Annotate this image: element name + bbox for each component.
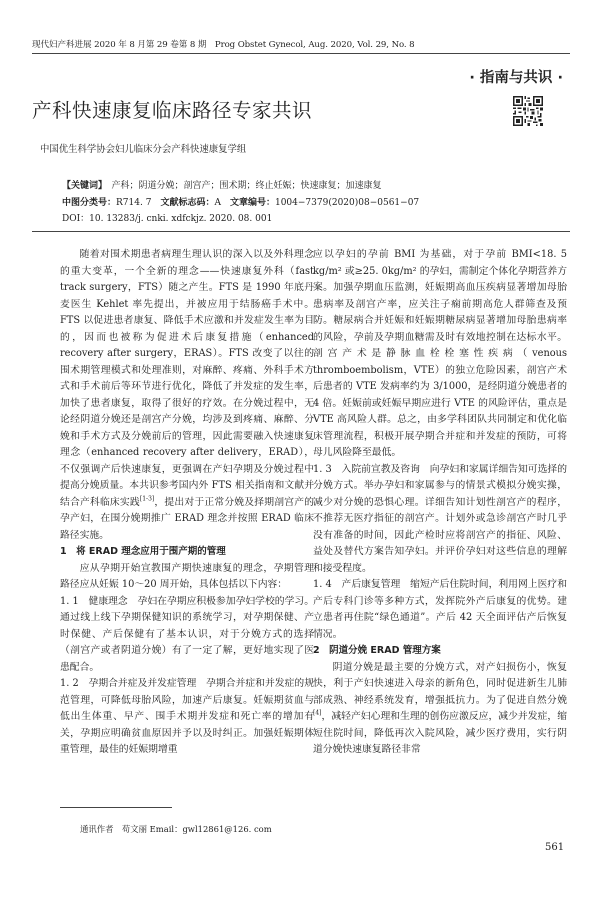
- section-tag: · 指南与共识 ·: [469, 70, 563, 86]
- paragraph-text: 1. 1 健康理念 孕妇在孕期应积极参加孕妇学校的学习。通过线上线下孕期保健知识的系统学习，对孕期保健、产时保健、产后保健有了基本认识，对于分娩方式的选择（剖宫产或者阴道分娩）有了一定了解，更好地实现了医患配合。: [60, 595, 314, 673]
- paragraph: [313, 577, 567, 643]
- clc-label: 中图分类号：: [62, 198, 117, 208]
- paragraph-text: ，提出对于正常分娩及择期剖宫产的孕产妇，在围分娩期推广 ERAD 理念并按照 ERAD 临床路径实施。: [60, 496, 315, 541]
- article-no-value: 1004−7379(2020)08−0561−07: [274, 198, 420, 208]
- section-heading: [313, 643, 567, 660]
- keywords-label: 【关键词】: [62, 181, 103, 191]
- paragraph-text: 随着对围术期患者病理生理认识的深入以及外科理念的重大变革，一个全新的理念——快速康复外科（fast track surgery，FTS）随之产生。FTS 是 1990 年底丹麦医生 Kehlet 率先提出，并被应用于结肠癌手术中。FTS 以促进患者康复、降低手术应激和并发症发生率为目的，因而也被称为促进术后康复措施（enhanced recovery after surgery，ERAS）。FTS 改变了以往的围术期管理模式和处理准则，对麻醉、疼痛、外科手术方式和手术前后等环节进行优化，降低了并发症的发生率，加快了患者康复，取得了很好的疗效。在分娩过程中，无论经阴道分娩还是剖宫产分娩，均涉及到疼痛、麻醉、分娩和手术方式及分娩前后的管理，因此需要融入快速康复理念（enhanced recovery after delivery，ERAD），不仅强调产后快速康复，更强调在产妇孕期及分娩过程中提高分娩质量。本共识参考国内外 FTS 相关指南和文献并结合产科临床实践: [60, 249, 314, 508]
- paragraph: [60, 247, 314, 544]
- clc-value: R714. 7: [116, 198, 152, 208]
- paragraph: [313, 660, 567, 759]
- qr-code-icon: [513, 96, 543, 126]
- paragraph-text: 1. 2 孕期合并症及并发症管理 孕期合并症和并发症的规范管理，可降低母胎风险，加速产后康复。妊娠期贫血与低出生体重、早产、围手术期并发症和死亡率的增加有关，孕期应明确贫血原因并予以及时纠正。加强妊娠期体重管理，最佳的妊娠期增重: [60, 678, 314, 756]
- classification-line: [62, 195, 419, 208]
- doc-code-label: 文献标志码：: [160, 198, 215, 208]
- citation: [4]: [313, 710, 322, 718]
- paragraph-text: 应从孕期开始宣教围产期快速康复的理念，孕期管理路径应从妊娠 10～20 周开始，具体包括以下内容：: [60, 562, 314, 591]
- paragraph: [60, 594, 314, 677]
- header-rule: [32, 53, 570, 54]
- keywords-line: [62, 178, 382, 191]
- paragraph-text: 应以孕妇的孕前 BMI 为基础，对于孕前 BMI<18. 5 kg/m² 或≥25. 0kg/m² 的孕妇，需制定个体化孕期营养方案。加强孕期血压监测，妊娠期高血压疾病显著增加母胎患病率及剖宫产率，应关注子痫前期高危人群筛查及预防。糖尿病合并妊娠和妊娠期糖尿病显著增加母胎患病率的风险，孕前及孕期血糖需及时有效地控制在达标水平。剖宫产术是静脉血栓栓塞性疾病（venous thromboembolism，VTE）的独立危险因素，剖宫产术后患者的 VTE 发病率约为 3/1000，是经阴道分娩患者的 4 倍。妊娠前或妊娠早期应进行 VTE 的风险评估，重点是 VTE 高风险人群。总之，由多学科团队共同制定和优化临床管理流程，积极开展孕期合并症和并发症的预防，可将母儿风险降至最低。: [313, 249, 567, 459]
- citation: [1-3]: [139, 495, 155, 503]
- doi-value: 10. 13283/j. cnki. xdfckjz. 2020. 08. 001: [89, 214, 273, 224]
- page-number: 561: [545, 842, 565, 853]
- paragraph-text: 1. 4 产后康复管理 缩短产后住院时间，利用网上医疗和产后专科门诊等多种方式，发挥院外产后康复的优势。建立患者再住院“绿色通道”。产后 42 天全面评估产后恢复情况。: [313, 579, 567, 640]
- paragraph: [60, 561, 314, 594]
- authors: 中国优生科学协会妇儿临床分会产科快速康复学组: [40, 144, 247, 155]
- doc-code-value: A: [214, 198, 221, 208]
- footnote-rule: [60, 807, 172, 808]
- paragraph-text: 阴道分娩是最主要的分娩方式，对产妇损伤小，恢复快，利于产妇快速进入母亲的新角色，同时促进新生儿肺部成熟、神经系统发育，增强抵抗力。为了促进自然分娩: [313, 661, 567, 706]
- meta-rule: [32, 231, 570, 232]
- corresponding-author-footnote: 通讯作者 苟文丽 Email：gwl12861@126. com: [80, 824, 272, 834]
- section-heading: [60, 544, 314, 561]
- paragraph-text: 1 将 ERAD 理念应用于围产期的管理: [60, 546, 226, 558]
- paragraph-text: ，减轻产妇心理和生理的创伤应激反应，减少并发症，缩短住院时间，降低再次入院风险，减少医疗费用，实行阴道分娩快速康复路径非常: [313, 711, 567, 756]
- body-column-left: [60, 247, 314, 759]
- paragraph-text: 2 阴道分娩 ERAD 管理方案: [313, 645, 441, 657]
- paragraph: [313, 462, 567, 578]
- article-title: 产科快速康复临床路径专家共识: [32, 99, 313, 122]
- running-head: 现代妇产科进展 2020 年 8 月第 29 卷第 8 期 Prog Obstet Gynecol, Aug. 2020, Vol. 29, No. 8: [32, 40, 415, 50]
- paragraph: [313, 247, 567, 462]
- article-no-label: 文章编号：: [229, 198, 275, 208]
- keywords: 产科；阴道分娩；剖宫产；围术期；终止妊娠；快速康复；加速康复: [111, 181, 382, 191]
- doi-line: [62, 211, 272, 224]
- body-column-right: [313, 247, 567, 759]
- paragraph-text: 1. 3 入院前宣教及咨询 向孕妇和家属详细告知可选择的分娩方式。举办孕妇和家属参与的情景式模拟分娩实操，减少对分娩的恐惧心理。详细告知计划性剖宫产的程序，不推荐无医疗指征的剖宫产。计划外或急诊剖宫产时几乎没有准备的时间，因此产检时应将剖宫产的指征、风险、益处及替代方案告知孕妇。并评价孕妇对这些信息的理解和接受程度。: [313, 463, 567, 574]
- paragraph: [60, 676, 314, 759]
- doi-label: DOI：: [62, 214, 90, 224]
